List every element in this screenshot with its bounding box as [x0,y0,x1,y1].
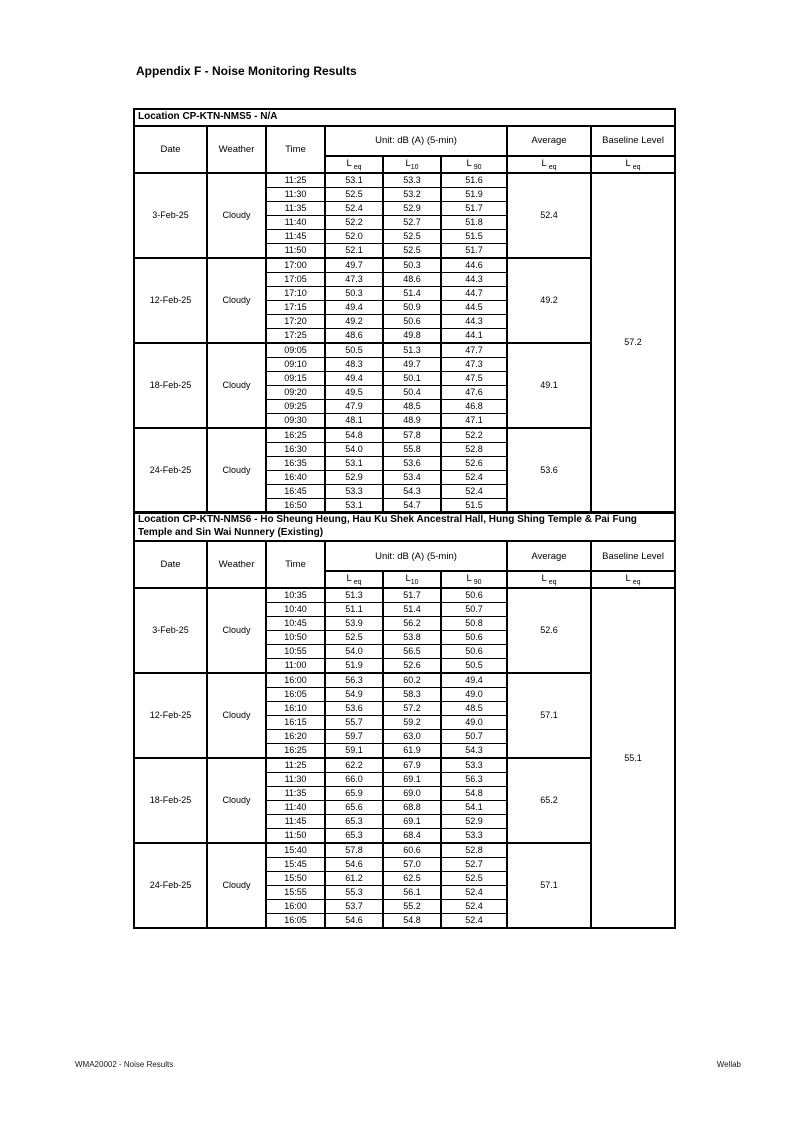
leq-value-cell: 49.4 [325,300,383,314]
l10-value-cell: 55.2 [383,900,441,914]
time-cell: 09:10 [266,357,325,371]
time-cell: 09:30 [266,413,325,428]
time-cell: 16:45 [266,484,325,498]
l10-value-cell: 57.2 [383,702,441,716]
leq-value-cell: 48.3 [325,357,383,371]
location-title-row [134,109,675,126]
time-cell: 16:35 [266,456,325,470]
col-header-baseline: Baseline Level [591,541,675,571]
l10-value-cell: 50.1 [383,371,441,385]
l90-value-cell: 52.2 [441,428,507,443]
l90-value-cell: 44.1 [441,328,507,343]
time-cell: 16:30 [266,442,325,456]
col-header-weather: Weather [207,126,266,173]
time-cell: 16:05 [266,914,325,929]
noise-table-nms6-container [133,511,674,929]
l10-value-cell: 58.3 [383,688,441,702]
l90-value-cell: 46.8 [441,399,507,413]
leq-value-cell: 47.9 [325,399,383,413]
leq-value-cell: 52.0 [325,229,383,243]
time-cell: 17:00 [266,258,325,273]
time-cell: 15:50 [266,872,325,886]
l10-value-cell: 54.7 [383,498,441,513]
l90-value-cell: 52.8 [441,843,507,858]
weather-cell: Cloudy [207,588,266,673]
leq-value-cell: 54.0 [325,442,383,456]
average-leq-cell: 49.2 [507,258,591,343]
footer-company-name: Wellab [716,1060,741,1069]
leq-value-cell: 51.9 [325,659,383,674]
leq-value-cell: 66.0 [325,773,383,787]
time-cell: 11:40 [266,215,325,229]
l10-value-cell: 52.7 [383,215,441,229]
l90-value-cell: 51.9 [441,187,507,201]
col-header-date: Date [134,126,207,173]
l90-value-cell: 44.3 [441,272,507,286]
noise-table-nms5-body [134,173,675,513]
l10-value-cell: 53.4 [383,470,441,484]
col-header-average: Average [507,541,591,571]
time-cell: 09:05 [266,343,325,358]
l90-value-cell: 52.5 [441,872,507,886]
leq-value-cell: 65.9 [325,787,383,801]
l10-value-cell: 53.8 [383,631,441,645]
time-cell: 17:10 [266,286,325,300]
l10-value-cell: 49.7 [383,357,441,371]
l10-value-cell: 51.4 [383,603,441,617]
location-title: Location CP-KTN-NMS5 - N/A [134,109,675,126]
time-cell: 11:45 [266,815,325,829]
leq-value-cell: 57.8 [325,843,383,858]
header-row [134,541,675,571]
time-cell: 16:00 [266,673,325,688]
l90-value-cell: 52.4 [441,914,507,929]
l10-value-cell: 56.5 [383,645,441,659]
l10-value-cell: 51.7 [383,588,441,603]
time-cell: 16:15 [266,716,325,730]
leq-value-cell: 53.7 [325,900,383,914]
leq-value-cell: 62.2 [325,758,383,773]
l10-value-cell: 60.6 [383,843,441,858]
leq-value-cell: 52.5 [325,187,383,201]
l10-value-cell: 53.3 [383,173,441,188]
time-cell: 09:25 [266,399,325,413]
l10-value-cell: 54.3 [383,484,441,498]
leq-value-cell: 49.4 [325,371,383,385]
l90-value-cell: 53.3 [441,829,507,844]
average-leq-cell: 49.1 [507,343,591,428]
weather-cell: Cloudy [207,673,266,758]
leq-value-cell: 54.6 [325,858,383,872]
l10-value-cell: 62.5 [383,872,441,886]
measurement-row [134,588,675,603]
leq-value-cell: 53.1 [325,498,383,513]
l10-value-cell: 61.9 [383,744,441,759]
l90-value-cell: 49.4 [441,673,507,688]
time-cell: 11:25 [266,758,325,773]
leq-value-cell: 49.2 [325,314,383,328]
col-header-time: Time [266,541,325,588]
leq-value-cell: 59.7 [325,730,383,744]
weather-cell: Cloudy [207,258,266,343]
date-cell: 18-Feb-25 [134,343,207,428]
l90-value-cell: 50.6 [441,631,507,645]
location-title-row [134,512,675,541]
time-cell: 15:45 [266,858,325,872]
l90-value-cell: 50.7 [441,730,507,744]
l10-value-cell: 52.5 [383,243,441,258]
weather-cell: Cloudy [207,173,266,258]
l10-value-cell: 50.4 [383,385,441,399]
page-title: Appendix F - Noise Monitoring Results [136,64,357,78]
l90-value-cell: 47.7 [441,343,507,358]
leq-value-cell: 56.3 [325,673,383,688]
l90-value-cell: 47.1 [441,413,507,428]
noise-table-nms6-body [134,588,675,928]
l90-value-cell: 51.5 [441,229,507,243]
l90-value-cell: 52.4 [441,484,507,498]
time-cell: 16:40 [266,470,325,484]
average-leq-cell: 65.2 [507,758,591,843]
weather-cell: Cloudy [207,428,266,513]
col-header-date: Date [134,541,207,588]
average-leq-cell: 57.1 [507,843,591,928]
time-cell: 11:50 [266,243,325,258]
time-cell: 16:50 [266,498,325,513]
col-header-leq: L $_{eq}$ [325,156,383,173]
l10-value-cell: 55.8 [383,442,441,456]
footer-document-ref: WMA20002 - Noise Results [75,1060,174,1069]
average-leq-cell: 52.4 [507,173,591,258]
leq-value-cell: 53.9 [325,617,383,631]
l90-value-cell: 49.0 [441,716,507,730]
noise-table-nms5-container [133,108,674,514]
col-header-baseline-leq: L $_{eq}$ [591,156,675,173]
leq-value-cell: 52.5 [325,631,383,645]
leq-value-cell: 48.1 [325,413,383,428]
l10-value-cell: 68.8 [383,801,441,815]
l10-value-cell: 69.0 [383,787,441,801]
leq-value-cell: 49.7 [325,258,383,273]
l90-value-cell: 52.7 [441,858,507,872]
leq-value-cell: 50.3 [325,286,383,300]
l90-value-cell: 52.4 [441,900,507,914]
l10-value-cell: 52.5 [383,229,441,243]
l90-value-cell: 50.7 [441,603,507,617]
leq-value-cell: 52.4 [325,201,383,215]
l10-value-cell: 48.5 [383,399,441,413]
l10-value-cell: 57.0 [383,858,441,872]
leq-value-cell: 54.8 [325,428,383,443]
leq-value-cell: 65.3 [325,829,383,844]
time-cell: 10:50 [266,631,325,645]
l10-value-cell: 50.9 [383,300,441,314]
l90-value-cell: 50.8 [441,617,507,631]
time-cell: 17:15 [266,300,325,314]
time-cell: 09:20 [266,385,325,399]
col-header-l10: $L_{10}$ [383,571,441,588]
baseline-leq-cell: 55.1 [591,588,675,928]
col-header-unit: Unit: dB (A) (5-min) [325,126,507,156]
l10-value-cell: 54.8 [383,914,441,929]
time-cell: 16:05 [266,688,325,702]
col-header-leq: L $_{eq}$ [325,571,383,588]
l10-value-cell: 59.2 [383,716,441,730]
date-cell: 3-Feb-25 [134,173,207,258]
weather-cell: Cloudy [207,843,266,928]
l90-value-cell: 51.8 [441,215,507,229]
l90-value-cell: 48.5 [441,702,507,716]
time-cell: 09:15 [266,371,325,385]
col-header-average-leq: L $_{eq}$ [507,571,591,588]
time-cell: 16:20 [266,730,325,744]
time-cell: 11:30 [266,187,325,201]
l90-value-cell: 52.8 [441,442,507,456]
l90-value-cell: 52.4 [441,886,507,900]
leq-value-cell: 49.5 [325,385,383,399]
leq-value-cell: 51.1 [325,603,383,617]
time-cell: 15:55 [266,886,325,900]
l90-value-cell: 50.6 [441,588,507,603]
noise-table-nms5 [133,108,676,514]
time-cell: 16:25 [266,428,325,443]
time-cell: 10:45 [266,617,325,631]
leq-value-cell: 48.6 [325,328,383,343]
date-cell: 12-Feb-25 [134,258,207,343]
leq-value-cell: 53.1 [325,173,383,188]
leq-value-cell: 53.3 [325,484,383,498]
l90-value-cell: 47.3 [441,357,507,371]
date-cell: 12-Feb-25 [134,673,207,758]
l10-value-cell: 50.3 [383,258,441,273]
l90-value-cell: 52.9 [441,815,507,829]
time-cell: 17:20 [266,314,325,328]
l90-value-cell: 52.6 [441,456,507,470]
leq-value-cell: 51.3 [325,588,383,603]
col-header-time: Time [266,126,325,173]
col-header-l90: L $_{90}$ [441,571,507,588]
col-header-baseline: Baseline Level [591,126,675,156]
time-cell: 15:40 [266,843,325,858]
l90-value-cell: 52.4 [441,470,507,484]
time-cell: 17:25 [266,328,325,343]
leq-value-cell: 52.2 [325,215,383,229]
time-cell: 10:55 [266,645,325,659]
date-cell: 24-Feb-25 [134,428,207,513]
l10-value-cell: 56.2 [383,617,441,631]
l90-value-cell: 47.5 [441,371,507,385]
header-row [134,126,675,156]
l10-value-cell: 67.9 [383,758,441,773]
average-leq-cell: 52.6 [507,588,591,673]
l10-value-cell: 51.4 [383,286,441,300]
leq-value-cell: 54.6 [325,914,383,929]
l90-value-cell: 44.6 [441,258,507,273]
leq-value-cell: 55.7 [325,716,383,730]
weather-cell: Cloudy [207,343,266,428]
date-cell: 3-Feb-25 [134,588,207,673]
date-cell: 24-Feb-25 [134,843,207,928]
l90-value-cell: 51.6 [441,173,507,188]
l10-value-cell: 57.8 [383,428,441,443]
col-header-average: Average [507,126,591,156]
l10-value-cell: 52.6 [383,659,441,674]
l90-value-cell: 54.8 [441,787,507,801]
col-header-baseline-leq: L $_{eq}$ [591,571,675,588]
leq-value-cell: 53.1 [325,456,383,470]
l90-value-cell: 50.5 [441,659,507,674]
l10-value-cell: 53.6 [383,456,441,470]
l10-value-cell: 68.4 [383,829,441,844]
leq-value-cell: 65.6 [325,801,383,815]
l90-value-cell: 51.7 [441,243,507,258]
time-cell: 11:00 [266,659,325,674]
leq-value-cell: 54.0 [325,645,383,659]
time-cell: 16:25 [266,744,325,759]
time-cell: 10:40 [266,603,325,617]
leq-value-cell: 55.3 [325,886,383,900]
leq-value-cell: 50.5 [325,343,383,358]
time-cell: 17:05 [266,272,325,286]
l10-value-cell: 53.2 [383,187,441,201]
col-header-weather: Weather [207,541,266,588]
location-title: Location CP-KTN-NMS6 - Ho Sheung Heung, Hau Ku Shek Ancestral Hall, Hung Shing Temple & Pai Fung Temple and Sin Wai Nunnery (Existing) [134,512,675,541]
average-leq-cell: 57.1 [507,673,591,758]
leq-value-cell: 53.6 [325,702,383,716]
l10-value-cell: 51.3 [383,343,441,358]
l90-value-cell: 51.7 [441,201,507,215]
l10-value-cell: 69.1 [383,815,441,829]
baseline-leq-cell: 57.2 [591,173,675,513]
l90-value-cell: 53.3 [441,758,507,773]
l90-value-cell: 54.1 [441,801,507,815]
time-cell: 11:35 [266,787,325,801]
leq-value-cell: 59.1 [325,744,383,759]
leq-value-cell: 52.1 [325,243,383,258]
l90-value-cell: 54.3 [441,744,507,759]
l90-value-cell: 51.5 [441,498,507,513]
time-cell: 10:35 [266,588,325,603]
measurement-row [134,173,675,188]
l90-value-cell: 49.0 [441,688,507,702]
leq-value-cell: 54.9 [325,688,383,702]
col-header-l90: L $_{90}$ [441,156,507,173]
time-cell: 11:50 [266,829,325,844]
l90-value-cell: 56.3 [441,773,507,787]
l90-value-cell: 44.3 [441,314,507,328]
weather-cell: Cloudy [207,758,266,843]
time-cell: 11:30 [266,773,325,787]
time-cell: 16:00 [266,900,325,914]
l90-value-cell: 44.7 [441,286,507,300]
leq-value-cell: 47.3 [325,272,383,286]
col-header-average-leq: L $_{eq}$ [507,156,591,173]
col-header-l10: $L_{10}$ [383,156,441,173]
date-cell: 18-Feb-25 [134,758,207,843]
leq-value-cell: 52.9 [325,470,383,484]
l10-value-cell: 69.1 [383,773,441,787]
l90-value-cell: 50.6 [441,645,507,659]
leq-value-cell: 61.2 [325,872,383,886]
time-cell: 11:35 [266,201,325,215]
time-cell: 11:40 [266,801,325,815]
l10-value-cell: 50.6 [383,314,441,328]
l90-value-cell: 47.6 [441,385,507,399]
time-cell: 16:10 [266,702,325,716]
noise-table-nms6 [133,511,676,929]
leq-value-cell: 65.3 [325,815,383,829]
l10-value-cell: 48.9 [383,413,441,428]
l10-value-cell: 60.2 [383,673,441,688]
l10-value-cell: 56.1 [383,886,441,900]
l10-value-cell: 63.0 [383,730,441,744]
col-header-unit: Unit: dB (A) (5-min) [325,541,507,571]
l10-value-cell: 52.9 [383,201,441,215]
time-cell: 11:25 [266,173,325,188]
time-cell: 11:45 [266,229,325,243]
l90-value-cell: 44.5 [441,300,507,314]
average-leq-cell: 53.6 [507,428,591,513]
l10-value-cell: 48.6 [383,272,441,286]
l10-value-cell: 49.8 [383,328,441,343]
